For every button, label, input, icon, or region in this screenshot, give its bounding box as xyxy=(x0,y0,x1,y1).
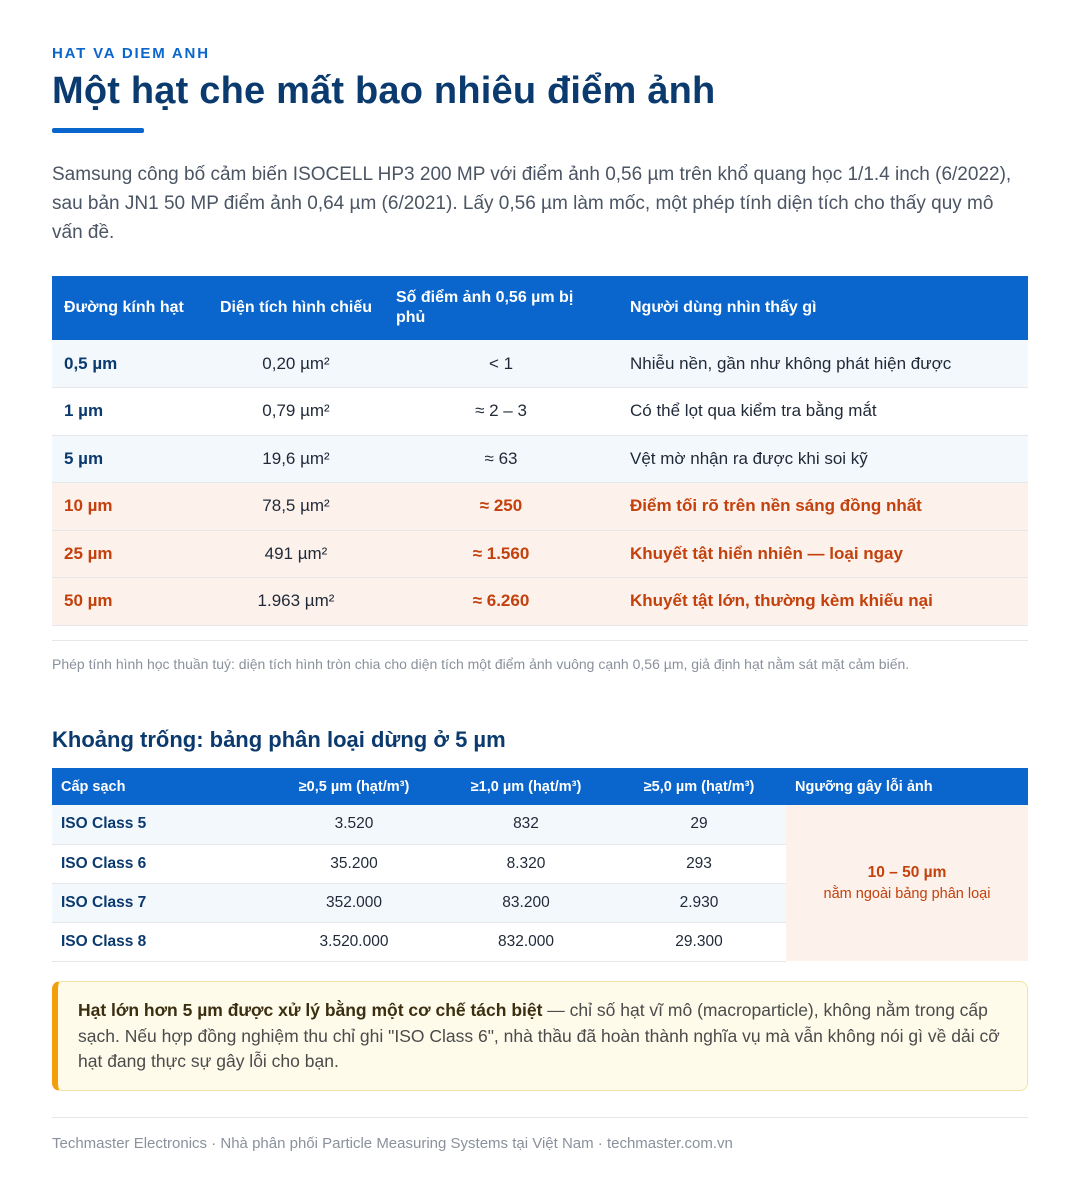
iso-class: ISO Class 5 xyxy=(52,805,268,844)
projected-area: 19,6 µm² xyxy=(208,435,384,483)
column-header: Đường kính hạt xyxy=(52,276,208,340)
count-1-0um: 832.000 xyxy=(440,922,612,961)
column-header: ≥1,0 µm (hạt/m³) xyxy=(440,768,612,805)
title-underline xyxy=(52,128,144,133)
callout-text: — chỉ số hạt vĩ mô (macroparticle), không nằm trong cấp sạch. Nếu hợp đồng nghiệm thu chỉ ghi "ISO Class 6", nhà thầu đã hoàn thành nghĩa vụ mà vẫn không nói gì về dải cỡ hạt đang thực sự gây lỗi cho bạn. xyxy=(78,1000,1000,1071)
table-row-highlighted xyxy=(52,578,1028,626)
table-row xyxy=(52,340,1028,388)
defect-threshold-cell xyxy=(786,805,1028,961)
table-header-row xyxy=(52,768,1028,805)
threshold-caption: nằm ngoài bảng phân loại xyxy=(823,886,991,902)
table-row xyxy=(52,435,1028,483)
projected-area: 0,20 µm² xyxy=(208,340,384,388)
iso-class: ISO Class 8 xyxy=(52,922,268,961)
iso-class: ISO Class 7 xyxy=(52,883,268,922)
count-5-0um: 293 xyxy=(612,844,786,883)
table-row-highlighted xyxy=(52,530,1028,578)
column-header: Số điểm ảnh 0,56 µm bị phủ xyxy=(384,276,618,340)
count-0-5um: 3.520 xyxy=(268,805,440,844)
particle-diameter: 1 µm xyxy=(52,388,208,436)
column-header: ≥0,5 µm (hạt/m³) xyxy=(268,768,440,805)
projected-area: 78,5 µm² xyxy=(208,483,384,531)
particle-diameter: 5 µm xyxy=(52,435,208,483)
count-5-0um: 2.930 xyxy=(612,883,786,922)
particle-diameter: 25 µm xyxy=(52,530,208,578)
user-observation: Khuyết tật lớn, thường kèm khiếu nại xyxy=(618,578,1028,626)
page-title: Một hạt che mất bao nhiêu điểm ảnh xyxy=(52,70,716,112)
particle-diameter: 10 µm xyxy=(52,483,208,531)
threshold-range: 10 – 50 µm xyxy=(867,864,947,881)
pixels-covered: ≈ 6.260 xyxy=(384,578,618,626)
user-observation: Điểm tối rõ trên nền sáng đồng nhất xyxy=(618,483,1028,531)
particle-diameter: 50 µm xyxy=(52,578,208,626)
table-row xyxy=(52,388,1028,436)
callout-emphasis: Hạt lớn hơn 5 µm được xử lý bằng một cơ chế tách biệt xyxy=(78,1000,543,1020)
intro-paragraph: Samsung công bố cảm biến ISOCELL HP3 200 MP với điểm ảnh 0,56 µm trên khổ quang học 1/1.4 inch (6/2022), sau bản JN1 50 MP điểm ảnh 0,64 µm (6/2021). Lấy 0,56 µm làm mốc, một phép tính diện tích cho thấy quy mô vấn đề. xyxy=(52,164,1012,243)
count-0-5um: 35.200 xyxy=(268,844,440,883)
column-header: Diện tích hình chiếu xyxy=(208,276,384,340)
count-1-0um: 832 xyxy=(440,805,612,844)
pixels-covered: ≈ 250 xyxy=(384,483,618,531)
divider xyxy=(52,640,1028,641)
projected-area: 0,79 µm² xyxy=(208,388,384,436)
iso-class-table xyxy=(52,768,1028,962)
section-kicker: HAT VA DIEM ANH xyxy=(52,45,210,62)
user-observation: Khuyết tật hiển nhiên — loại ngay xyxy=(618,530,1028,578)
table-header-row xyxy=(52,276,1028,340)
column-header: Ngưỡng gây lỗi ảnh xyxy=(786,768,1028,805)
pixels-covered: ≈ 2 – 3 xyxy=(384,388,618,436)
column-header: ≥5,0 µm (hạt/m³) xyxy=(612,768,786,805)
column-header: Cấp sạch xyxy=(52,768,268,805)
user-observation: Nhiễu nền, gần như không phát hiện được xyxy=(618,340,1028,388)
footer-divider xyxy=(52,1117,1028,1118)
column-header: Người dùng nhìn thấy gì xyxy=(618,276,1028,340)
iso-class: ISO Class 6 xyxy=(52,844,268,883)
count-0-5um: 3.520.000 xyxy=(268,922,440,961)
table-row-highlighted xyxy=(52,483,1028,531)
footer-text: Techmaster Electronics · Nhà phân phối Particle Measuring Systems tại Việt Nam · techmaster.com.vn xyxy=(52,1135,733,1152)
count-5-0um: 29 xyxy=(612,805,786,844)
count-0-5um: 352.000 xyxy=(268,883,440,922)
user-observation: Vệt mờ nhận ra được khi soi kỹ xyxy=(618,435,1028,483)
projected-area: 1.963 µm² xyxy=(208,578,384,626)
particle-diameter: 0,5 µm xyxy=(52,340,208,388)
pixel-coverage-table xyxy=(52,276,1028,626)
user-observation: Có thể lọt qua kiểm tra bằng mắt xyxy=(618,388,1028,436)
pixels-covered: ≈ 1.560 xyxy=(384,530,618,578)
count-5-0um: 29.300 xyxy=(612,922,786,961)
section-heading: Khoảng trống: bảng phân loại dừng ở 5 µm xyxy=(52,727,506,752)
pixels-covered: < 1 xyxy=(384,340,618,388)
count-1-0um: 8.320 xyxy=(440,844,612,883)
projected-area: 491 µm² xyxy=(208,530,384,578)
pixels-covered: ≈ 63 xyxy=(384,435,618,483)
warning-callout xyxy=(52,981,1028,1091)
table-row xyxy=(52,805,1028,844)
table-footnote: Phép tính hình học thuần tuý: diện tích hình tròn chia cho diện tích một điểm ảnh vuông cạnh 0,56 µm, giả định hạt nằm sát mặt cảm biến. xyxy=(52,656,910,672)
count-1-0um: 83.200 xyxy=(440,883,612,922)
